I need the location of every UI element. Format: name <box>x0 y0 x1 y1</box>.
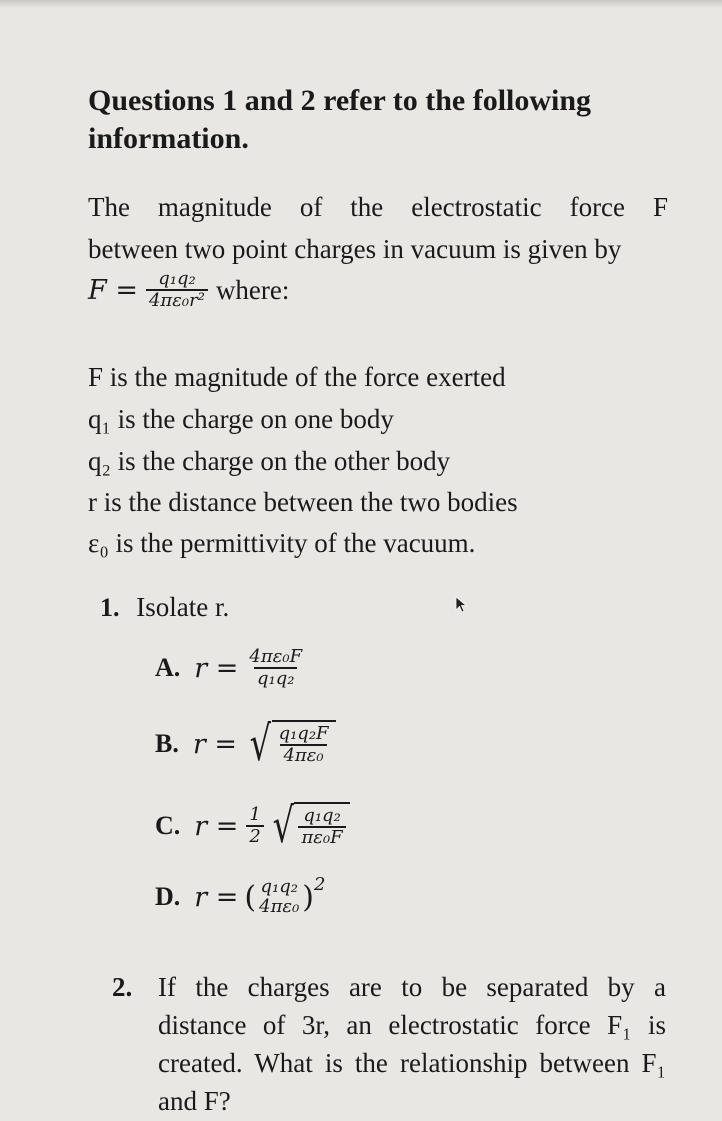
intro-line-1: The magnitude of the electrostatic force F <box>88 192 668 222</box>
question-2-line-3: created. What is the relationship between F₁ <box>158 1048 666 1078</box>
option-c[interactable]: C. r = $\frac{1}{2}$ √ $\frac{\text{q₁q₂}}{\text{πε₀F}}$ <box>155 802 350 850</box>
question-2-number: 2. <box>112 972 133 1002</box>
formula-denominator: 4πε₀r² <box>146 289 208 311</box>
definition-epsilon: ε₀ is the permittivity of the vacuum. <box>88 528 476 558</box>
question-2-line-2: distance of 3r, an electrostatic force F₁ is <box>158 1010 666 1040</box>
question-1-prompt: Isolate r. <box>136 592 230 622</box>
mouse-pointer-icon <box>455 596 469 614</box>
formula-lhs: F = <box>88 274 138 306</box>
option-d-exponent: 2 <box>314 874 326 895</box>
option-d[interactable]: D. r = ( q₁q₂ 4πε₀ ) 2 <box>155 874 326 917</box>
option-c-coefficient: $\frac{1}{2}$ <box>246 806 263 847</box>
option-b[interactable]: B. r = √ $\frac{\text{q₁q₂F}}{\text{4πε₀}}$ <box>155 720 336 768</box>
definition-q2: q₂ is the charge on the other body <box>88 446 451 476</box>
definition-r: r is the distance between the two bodies <box>88 487 518 517</box>
intro-line-2: between two point charges in vacuum is given by <box>88 234 622 264</box>
option-b-sqrt: √ $\frac{\text{q₁q₂F}}{\text{4πε₀}}$ <box>245 720 336 768</box>
force-formula <box>88 270 289 311</box>
question-1-number: 1. Isolate r. <box>100 592 230 622</box>
option-b-label: B. <box>155 729 179 758</box>
option-c-label: C. <box>155 811 181 840</box>
heading-line-1: Questions 1 and 2 refer to the following <box>88 84 592 117</box>
heading-line-2: information. <box>88 122 249 155</box>
formula-after: where: <box>215 274 290 305</box>
option-a-label: A. <box>155 653 181 683</box>
definition-f: F is the magnitude of the force exerted <box>88 362 506 392</box>
option-a-fraction: $\frac{\text{4πε₀F}}{\text{q₁q₂}}$ <box>249 646 303 689</box>
option-a[interactable]: A. r = $\frac{\text{4πε₀F}}{\text{q₁q₂}}$ <box>155 648 305 689</box>
question-2-line-1: If the charges are to be separated by a <box>158 972 666 1002</box>
option-d-fraction: q₁q₂ 4πε₀ <box>259 876 300 917</box>
formula-fraction <box>146 270 208 311</box>
option-c-sqrt: √ $\frac{\text{q₁q₂}}{\text{πε₀F}}$ <box>268 802 350 850</box>
question-2-line-4: and F? <box>158 1086 231 1116</box>
formula-numerator: q₁q₂ <box>158 268 196 289</box>
definition-q1: q₁ is the charge on one body <box>88 404 394 434</box>
option-d-label: D. <box>155 882 181 912</box>
